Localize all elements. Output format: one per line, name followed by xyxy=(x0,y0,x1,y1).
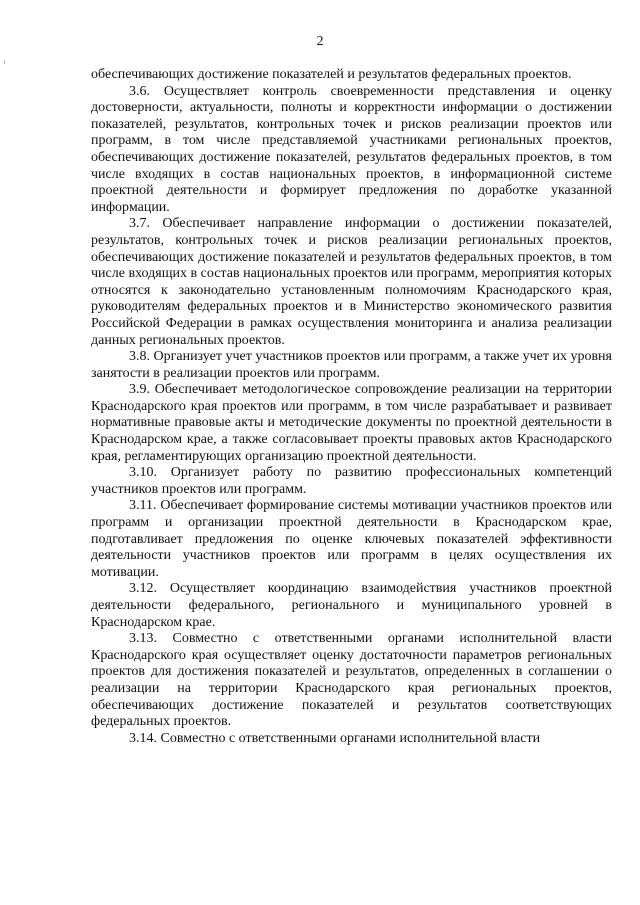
paragraph-3-9: 3.9. Обеспечивает методологическое сопровождение реализации на территории Краснодарского края проектов или программ, в том числе разрабатывает и развивает нормативные правовые акты и методические документы по проектной деятельности в Краснодарском крае, а также согласовывает проекты правовых актов Краснодарского края, регламентирующих организацию проектной деятельности. xyxy=(91,382,612,464)
scan-margin-mark xyxy=(4,60,5,64)
paragraph-3-11: 3.11. Обеспечивает формирование системы мотивации участников проектов или программ и организации проектной деятельности в Краснодарском крае, подготавливает предложения по оценке ключевых показателей эффективности деятельности участников проектов или программ в целях осуществления их мотивации. xyxy=(91,498,612,580)
paragraph-3-14: 3.14. Совместно с ответственными органами исполнительной власти xyxy=(129,730,541,746)
page-number: 2 xyxy=(316,34,324,49)
paragraph-3-8: 3.8. Организует учет участников проектов или программ, а также учет их уровня занятости в реализации проектов или программ. xyxy=(91,349,612,381)
paragraph-3-12: 3.12. Осуществляет координацию взаимодействия участников проектной деятельности федерального, регионального и муниципального уровней в Краснодарском крае. xyxy=(91,581,612,630)
paragraph-3-7: 3.7. Обеспечивает направление информации о достижении показателей, результатов, контрольных точек и рисков реализации региональных проектов, обеспечивающих достижение показателей и результатов федеральных проектов, в том числе входящих в состав национальных проектов или программ, мероприятия которых относятся к законодательно установленным полномочиям Краснодарского края, руководителям федеральных проектов и в Министерство экономического развития Российской Федерации в рамках осуществления мониторинга и анализа реализации данных региональных проектов. xyxy=(91,216,612,348)
paragraph-continuation: обеспечивающих достижение показателей и результатов федеральных проектов. xyxy=(91,67,572,82)
document-body xyxy=(91,67,612,747)
paragraph-3-10: 3.10. Организует работу по развитию профессиональных компетенций участников проектов или программ. xyxy=(91,465,612,497)
paragraph-3-13: 3.13. Совместно с ответственными органами исполнительной власти Краснодарского края осуществляет оценку достаточности параметров региональных проектов для достижения показателей и результатов, определенных в соглашении о реализации на территории Краснодарского края региональных проектов, обеспечивающих достижение показателей и результатов соответствующих федеральных проектов. xyxy=(91,631,612,730)
paragraph-3-6: 3.6. Осуществляет контроль своевременности представления и оценку достоверности, актуальности, полноты и корректности информации о достижении показателей, результатов, контрольных точек и рисков реализации проектов или программ, в том числе представляемой участниками региональных проектов, обеспечивающих достижение показателей, результатов федеральных проектов, в том числе входящих в состав национальных проектов, в информационной системе проектной деятельности и формирует предложения по доработке указанной информации. xyxy=(91,83,612,215)
